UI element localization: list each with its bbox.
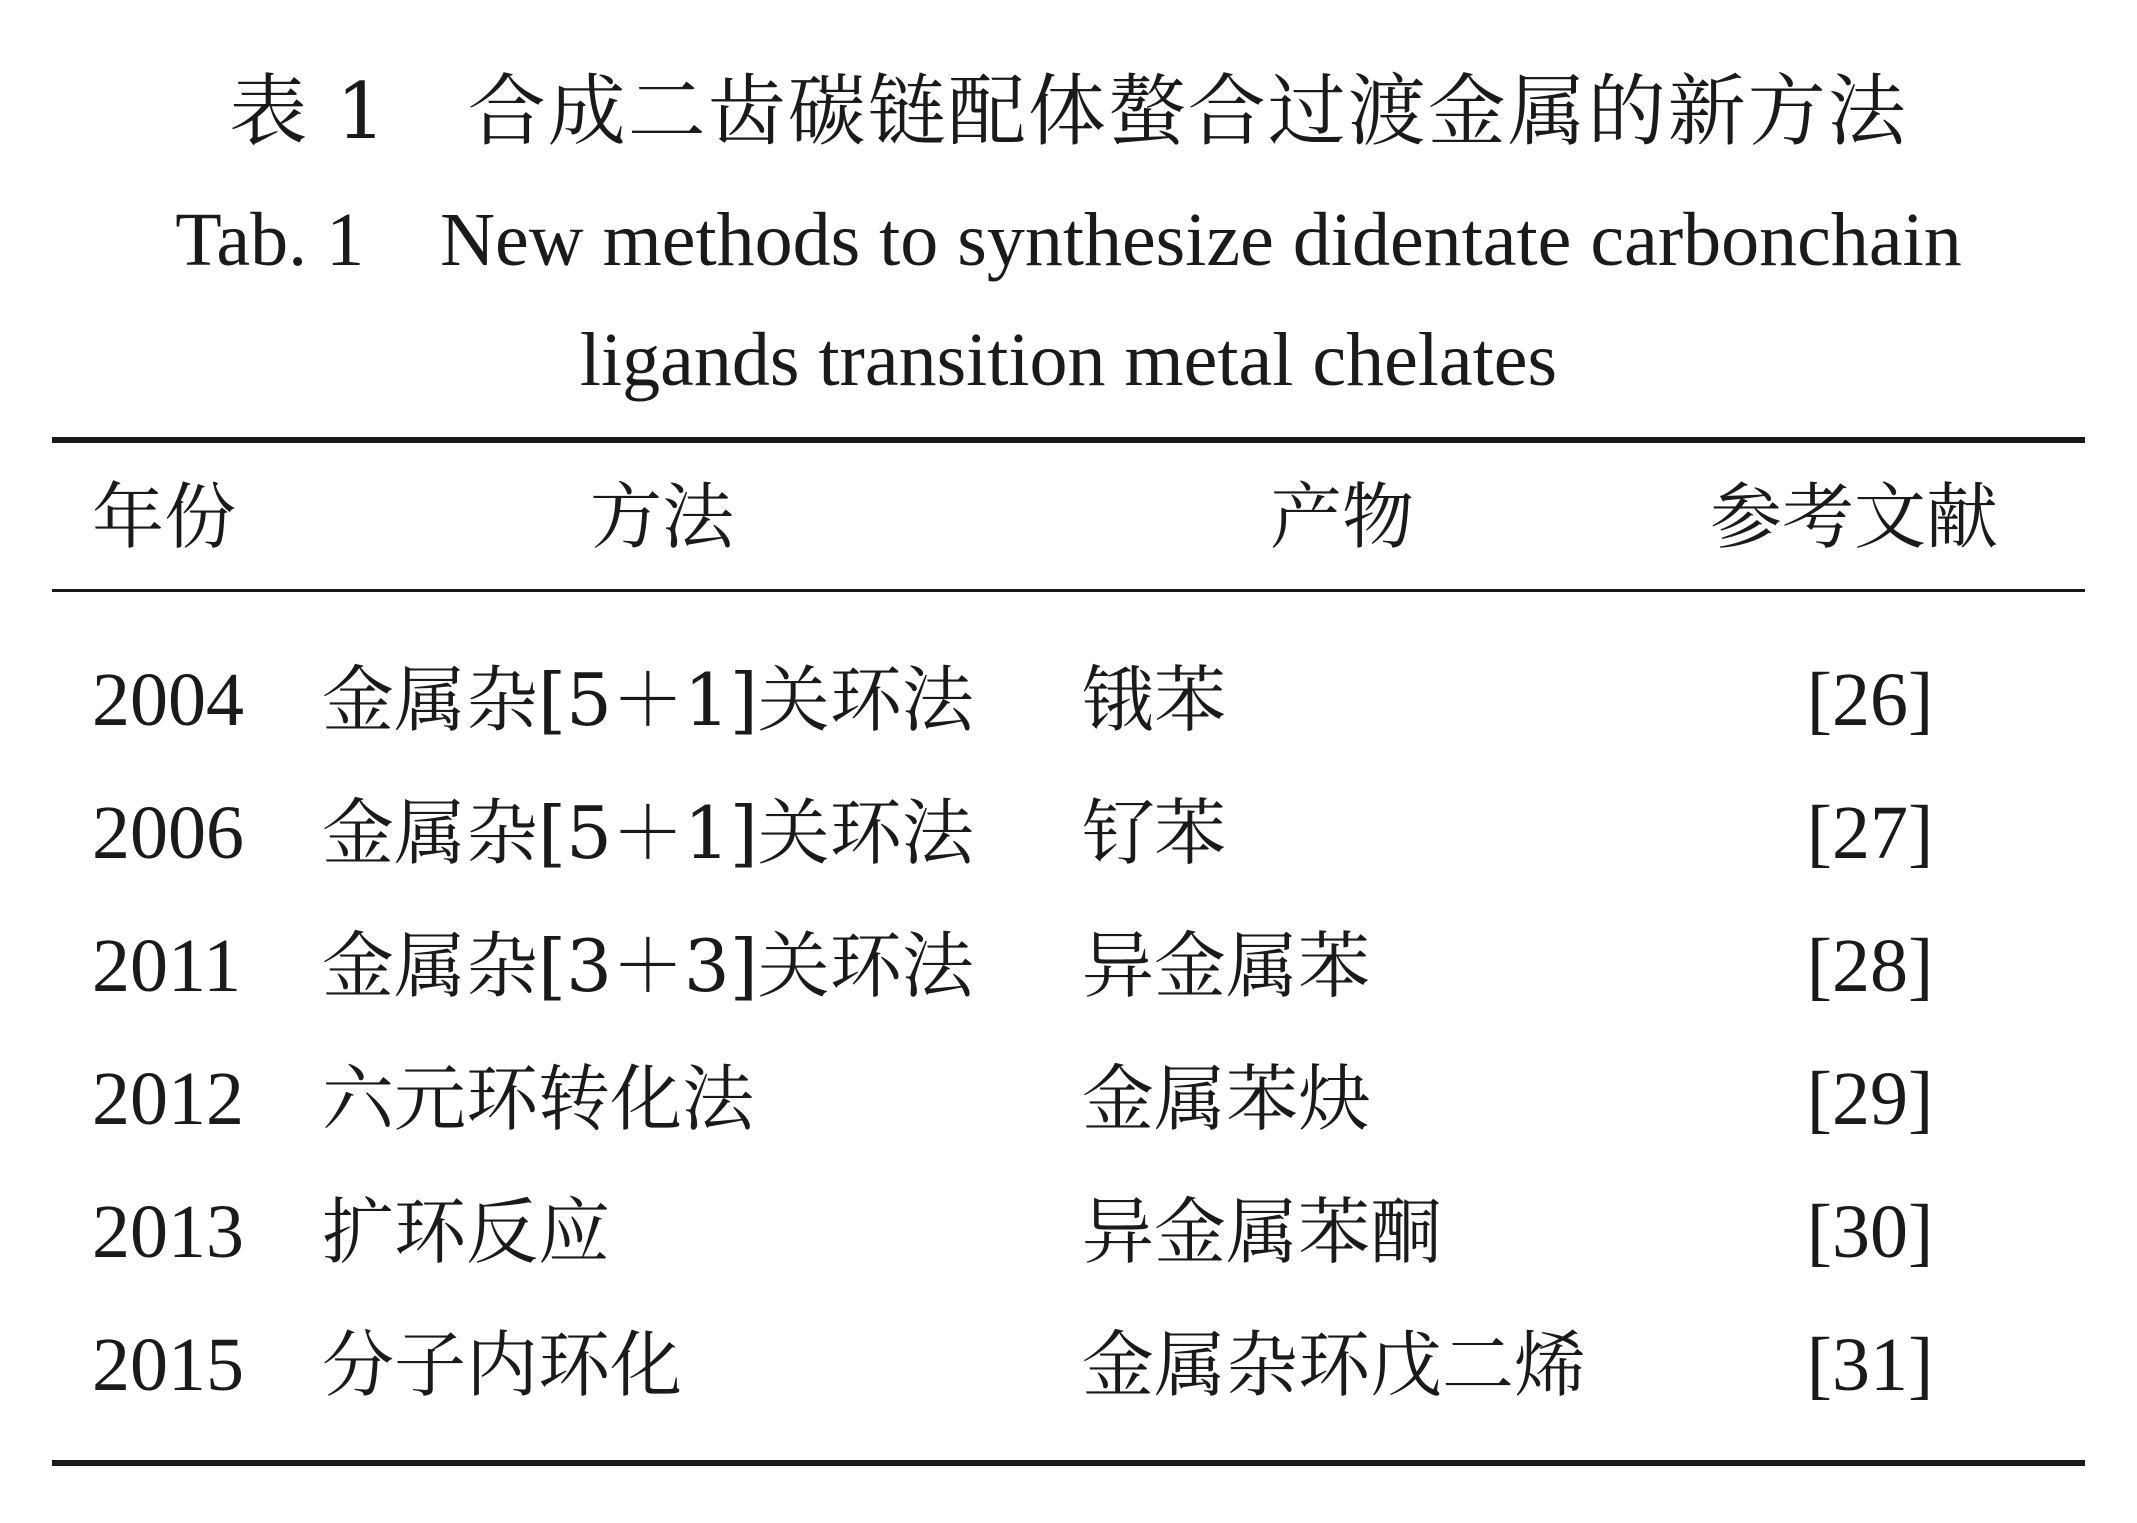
cell-method: 分子内环化 — [322, 1323, 683, 1407]
cell-year: 2011 — [92, 924, 242, 1008]
table-caption-english-line-1: Tab. 1 New methods to synthesize didentate carbonchain — [175, 198, 1962, 282]
table-top-rule — [52, 437, 2085, 443]
cell-year: 2006 — [92, 791, 244, 875]
header-product: 产物 — [1270, 475, 1415, 559]
header-reference: 参考文献 — [1710, 475, 1999, 559]
cell-product: 钌苯 — [1082, 791, 1227, 875]
table-header-rule — [52, 589, 2085, 592]
cell-method: 六元环转化法 — [322, 1057, 755, 1141]
cell-product: 异金属苯 — [1082, 924, 1371, 1008]
cell-product: 异金属苯酮 — [1082, 1190, 1443, 1274]
cell-reference: [27] — [1806, 791, 1934, 875]
cell-reference: [26] — [1806, 658, 1934, 742]
table-caption-chinese: 表 1 合成二齿碳链配体螯合过渡金属的新方法 — [229, 67, 1908, 157]
cell-method: 金属杂[3＋3]关环法 — [322, 924, 974, 1008]
cell-product: 金属苯炔 — [1082, 1057, 1371, 1141]
cell-method: 扩环反应 — [322, 1190, 611, 1274]
cell-method: 金属杂[5＋1]关环法 — [322, 658, 974, 742]
header-year: 年份 — [92, 475, 237, 559]
cell-year: 2015 — [92, 1323, 244, 1407]
cell-reference: [30] — [1806, 1190, 1934, 1274]
cell-product: 锇苯 — [1082, 658, 1227, 742]
table-caption-english-line-2: ligands transition metal chelates — [579, 318, 1558, 402]
cell-reference: [28] — [1806, 924, 1934, 1008]
cell-method: 金属杂[5＋1]关环法 — [322, 791, 974, 875]
cell-product: 金属杂环戊二烯 — [1082, 1323, 1587, 1407]
header-method: 方法 — [590, 475, 735, 559]
cell-reference: [29] — [1806, 1057, 1934, 1141]
cell-reference: [31] — [1806, 1323, 1934, 1407]
cell-year: 2004 — [92, 658, 244, 742]
cell-year: 2012 — [92, 1057, 244, 1141]
cell-year: 2013 — [92, 1190, 244, 1274]
table-bottom-rule — [52, 1460, 2085, 1466]
